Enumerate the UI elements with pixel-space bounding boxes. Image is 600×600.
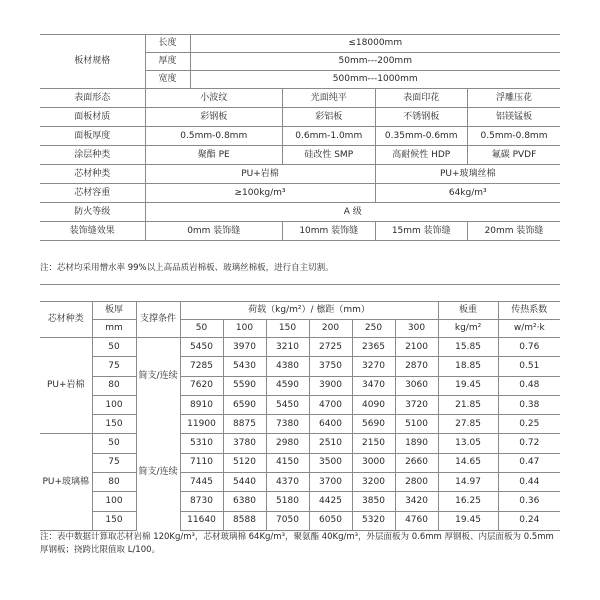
- seam-cell: 0mm 装饰缝: [145, 222, 283, 241]
- load-value-cell: 2365: [352, 338, 395, 357]
- core-type-b: PU+玻璃丝棉: [375, 165, 560, 184]
- load-value-cell: 3060: [395, 376, 438, 395]
- weight-cell: 19.45: [438, 511, 498, 530]
- load-value-cell: 11900: [180, 415, 223, 434]
- load-value-cell: 3000: [352, 453, 395, 472]
- header-thickness-unit: mm: [92, 320, 136, 338]
- table-row: [40, 492, 560, 511]
- load-value-cell: 3500: [309, 453, 352, 472]
- table-row: [40, 473, 560, 492]
- load-value-cell: 4760: [395, 511, 438, 530]
- span-header: 300: [395, 320, 438, 338]
- load-value-cell: 3270: [352, 357, 395, 376]
- load-value-cell: 8910: [180, 395, 223, 414]
- load-value-cell: 6400: [309, 415, 352, 434]
- prop-cell: 0.35mm-0.6mm: [375, 127, 468, 146]
- core-density-b: 64kg/m³: [375, 184, 560, 203]
- support-empty-cell: [136, 434, 180, 453]
- thickness-cell: 80: [92, 376, 136, 395]
- fire-label: 防火等级: [40, 203, 145, 222]
- support-empty-cell: [136, 492, 180, 511]
- thickness-cell: 50: [92, 338, 136, 357]
- header-core: 芯材种类: [40, 302, 92, 338]
- heat-cell: 0.38: [498, 395, 560, 414]
- load-value-cell: 3900: [309, 376, 352, 395]
- spec-label: 厚度: [145, 53, 190, 71]
- prop-cell: 高耐候性 HDP: [375, 146, 468, 165]
- load-value-cell: 5100: [395, 415, 438, 434]
- weight-cell: 16.25: [438, 492, 498, 511]
- load-value-cell: 5440: [223, 473, 266, 492]
- load-value-cell: 2100: [395, 338, 438, 357]
- core-type-label: 芯材种类: [40, 165, 145, 184]
- load-value-cell: 7110: [180, 453, 223, 472]
- weight-cell: 14.65: [438, 453, 498, 472]
- spec-label: 长度: [145, 35, 190, 53]
- heat-cell: 0.36: [498, 492, 560, 511]
- load-value-cell: 5430: [223, 357, 266, 376]
- header-support: 支撑条件: [136, 302, 180, 338]
- load-value-cell: 2800: [395, 473, 438, 492]
- table-row: [40, 434, 560, 453]
- panel-spec-table: [40, 34, 560, 241]
- load-value-cell: 5450: [180, 338, 223, 357]
- seam-cell: 10mm 装饰缝: [283, 222, 376, 241]
- spec-value: 50mm---200mm: [190, 53, 560, 71]
- load-value-cell: 5690: [352, 415, 395, 434]
- load-value-cell: 5310: [180, 434, 223, 453]
- heat-cell: 0.25: [498, 415, 560, 434]
- header-heat: 传热系数: [498, 302, 560, 320]
- note-calculation: 注：表中数据计算取芯材岩棉 120Kg/m³，芯材玻璃棉 64Kg/m³，聚氨酯 40Kg/m³，外层面板为 0.6mm 厚钢板、内层面板为 0.5mm 厚钢板；挠跨比限值取 L/100。: [40, 532, 554, 555]
- load-value-cell: 4700: [309, 395, 352, 414]
- thickness-cell: 75: [92, 357, 136, 376]
- header-load: 荷载（kg/m²）/ 檩距（mm）: [180, 302, 438, 320]
- load-value-cell: 4370: [266, 473, 309, 492]
- load-value-cell: 3470: [352, 376, 395, 395]
- core-type-a: PU+岩棉: [145, 165, 375, 184]
- header-thickness: 板厚: [92, 302, 136, 320]
- thickness-cell: 100: [92, 492, 136, 511]
- spec-value: ≤18000mm: [190, 35, 560, 53]
- heat-cell: 0.48: [498, 376, 560, 395]
- load-value-cell: 3750: [309, 357, 352, 376]
- prop-cell: 表面印花: [375, 89, 468, 108]
- thickness-cell: 75: [92, 453, 136, 472]
- thickness-cell: 100: [92, 395, 136, 414]
- table-row: [40, 453, 560, 472]
- span-header: 100: [223, 320, 266, 338]
- weight-cell: 18.85: [438, 357, 498, 376]
- load-value-cell: 2980: [266, 434, 309, 453]
- support-empty-cell: [136, 395, 180, 414]
- weight-cell: 21.85: [438, 395, 498, 414]
- load-value-cell: 4590: [266, 376, 309, 395]
- span-header: 150: [266, 320, 309, 338]
- load-value-cell: 3200: [352, 473, 395, 492]
- prop-cell: 小波纹: [145, 89, 283, 108]
- load-value-cell: 7445: [180, 473, 223, 492]
- load-value-cell: 2870: [395, 357, 438, 376]
- fire-value: A 级: [145, 203, 560, 222]
- table-row: [40, 395, 560, 414]
- prop-label: 面板厚度: [40, 127, 145, 146]
- load-value-cell: 8875: [223, 415, 266, 434]
- load-value-cell: 2725: [309, 338, 352, 357]
- seam-cell: 15mm 装饰缝: [375, 222, 468, 241]
- load-value-cell: 3210: [266, 338, 309, 357]
- table-row: [40, 415, 560, 434]
- load-value-cell: 4090: [352, 395, 395, 414]
- support-empty-cell: [136, 338, 180, 357]
- load-value-cell: 6380: [223, 492, 266, 511]
- span-header: 50: [180, 320, 223, 338]
- load-value-cell: 7285: [180, 357, 223, 376]
- seam-label: 装饰缝效果: [40, 222, 145, 241]
- weight-cell: 19.45: [438, 376, 498, 395]
- note-core-material: 注：芯材均采用憎水率 99%以上高品质岩棉板、玻璃丝棉板，进行自主切割。: [40, 263, 334, 273]
- load-value-cell: 1890: [395, 434, 438, 453]
- weight-cell: 27.85: [438, 415, 498, 434]
- table-row: [40, 338, 560, 357]
- load-value-cell: 7380: [266, 415, 309, 434]
- thickness-cell: 150: [92, 511, 136, 530]
- core-type-cell: PU+玻璃棉: [40, 434, 92, 530]
- spec-label: 宽度: [145, 71, 190, 89]
- core-density-a: ≥100kg/m³: [145, 184, 375, 203]
- prop-cell: 不锈钢板: [375, 108, 468, 127]
- support-empty-cell: [136, 511, 180, 530]
- support-empty-cell: [136, 415, 180, 434]
- load-value-cell: 2660: [395, 453, 438, 472]
- prop-cell: 浮雕压花: [468, 89, 561, 108]
- divider: [40, 284, 560, 285]
- prop-label: 表面形态: [40, 89, 145, 108]
- table-row: [40, 357, 560, 376]
- load-value-cell: 3420: [395, 492, 438, 511]
- prop-cell: 彩钢板: [145, 108, 283, 127]
- heat-unit: w/m²·k: [498, 320, 560, 338]
- prop-cell: 0.5mm-0.8mm: [468, 127, 561, 146]
- load-table: [40, 301, 560, 531]
- prop-cell: 0.6mm-1.0mm: [283, 127, 376, 146]
- prop-cell: 彩铝板: [283, 108, 376, 127]
- prop-cell: 铝镁锰板: [468, 108, 561, 127]
- load-value-cell: 8588: [223, 511, 266, 530]
- weight-cell: 15.85: [438, 338, 498, 357]
- load-value-cell: 3700: [309, 473, 352, 492]
- load-value-cell: 3970: [223, 338, 266, 357]
- heat-cell: 0.24: [498, 511, 560, 530]
- spec-value: 500mm---1000mm: [190, 71, 560, 89]
- heat-cell: 0.44: [498, 473, 560, 492]
- load-value-cell: 7620: [180, 376, 223, 395]
- load-value-cell: 4380: [266, 357, 309, 376]
- heat-cell: 0.51: [498, 357, 560, 376]
- thickness-cell: 80: [92, 473, 136, 492]
- thickness-cell: 150: [92, 415, 136, 434]
- table-row: [40, 376, 560, 395]
- load-value-cell: 4425: [309, 492, 352, 511]
- core-density-label: 芯材容重: [40, 184, 145, 203]
- heat-cell: 0.72: [498, 434, 560, 453]
- core-type-cell: PU+岩棉: [40, 338, 92, 434]
- load-value-cell: 6590: [223, 395, 266, 414]
- span-header: 200: [309, 320, 352, 338]
- load-value-cell: 4150: [266, 453, 309, 472]
- prop-cell: 硅改性 SMP: [283, 146, 376, 165]
- prop-cell: 氟碳 PVDF: [468, 146, 561, 165]
- prop-cell: 0.5mm-0.8mm: [145, 127, 283, 146]
- load-value-cell: 5320: [352, 511, 395, 530]
- prop-label: 涂层种类: [40, 146, 145, 165]
- load-value-cell: 5450: [266, 395, 309, 414]
- load-value-cell: 3720: [395, 395, 438, 414]
- prop-cell: 光面纯平: [283, 89, 376, 108]
- load-value-cell: 3780: [223, 434, 266, 453]
- weight-cell: 14.97: [438, 473, 498, 492]
- span-header: 250: [352, 320, 395, 338]
- load-value-cell: 11640: [180, 511, 223, 530]
- heat-cell: 0.47: [498, 453, 560, 472]
- support-cell: 简支/连续: [136, 453, 180, 492]
- load-value-cell: 2150: [352, 434, 395, 453]
- thickness-cell: 50: [92, 434, 136, 453]
- table-row: [40, 511, 560, 530]
- load-value-cell: 7050: [266, 511, 309, 530]
- load-value-cell: 8730: [180, 492, 223, 511]
- weight-cell: 13.05: [438, 434, 498, 453]
- load-value-cell: 3850: [352, 492, 395, 511]
- load-value-cell: 5590: [223, 376, 266, 395]
- load-value-cell: 5120: [223, 453, 266, 472]
- seam-cell: 20mm 装饰缝: [468, 222, 561, 241]
- weight-unit: kg/m²: [438, 320, 498, 338]
- header-weight: 板重: [438, 302, 498, 320]
- load-value-cell: 5180: [266, 492, 309, 511]
- load-value-cell: 2510: [309, 434, 352, 453]
- support-cell: 简支/连续: [136, 357, 180, 396]
- load-value-cell: 6050: [309, 511, 352, 530]
- heat-cell: 0.76: [498, 338, 560, 357]
- spec-header: 板材规格: [40, 35, 145, 89]
- prop-cell: 聚酯 PE: [145, 146, 283, 165]
- prop-label: 面板材质: [40, 108, 145, 127]
